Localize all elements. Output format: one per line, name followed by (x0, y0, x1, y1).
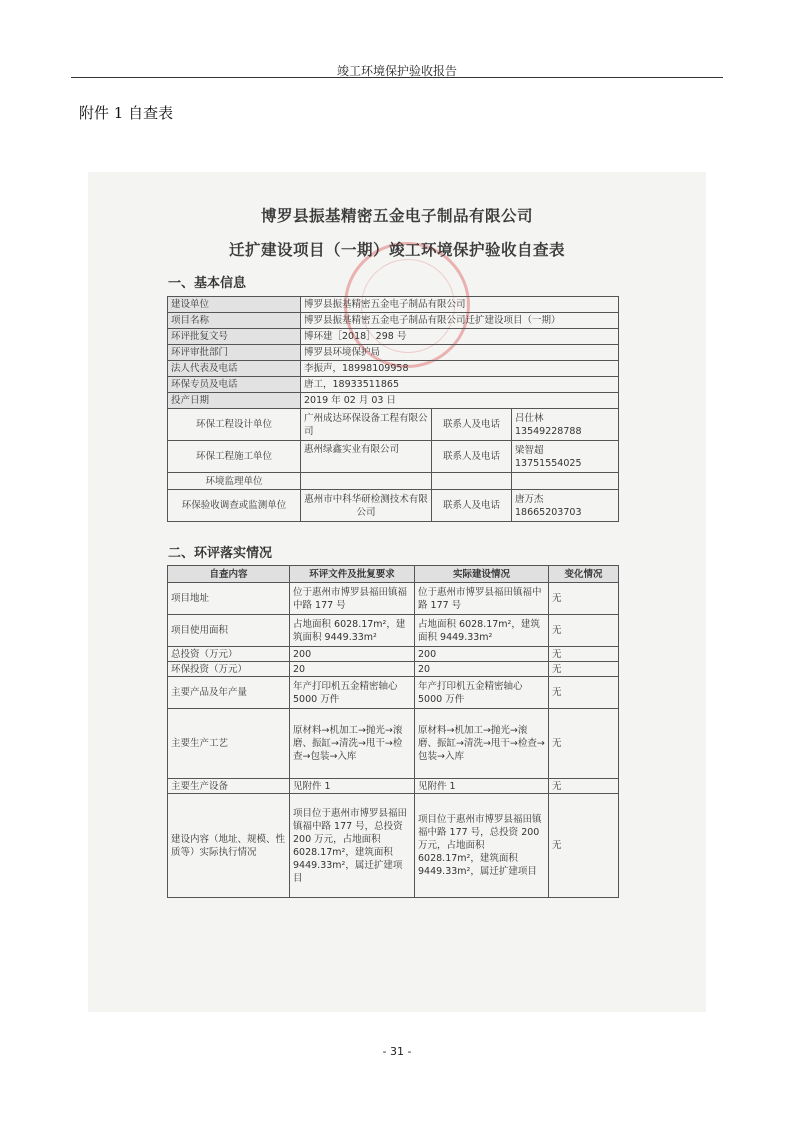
table-row (168, 794, 619, 898)
table-row (168, 297, 619, 313)
actual-cell: 年产打印机五金精密轴心 5000 万件 (415, 677, 549, 709)
table-row (168, 583, 619, 615)
table-row (168, 409, 619, 441)
requirement-cell: 项目位于惠州市博罗县福田镇福中路 177 号，总投资 200 万元，占地面积 6028.17m²，建筑面积 9449.33m²，属迁扩建项目 (290, 794, 415, 898)
table-row (168, 615, 619, 647)
requirement-cell: 年产打印机五金精密轴心 5000 万件 (290, 677, 415, 709)
scan-title-line2: 迁扩建设项目（一期）竣工环境保护验收自查表 (228, 240, 565, 259)
row-value: 2019 年 02 月 03 日 (301, 393, 619, 409)
row-value: 博环建［2018］298 号 (301, 329, 619, 345)
unit-value (301, 473, 432, 490)
requirement-cell: 见附件 1 (290, 779, 415, 794)
contact-label: 联系人及电话 (432, 409, 512, 441)
unit-label: 环保工程施工单位 (168, 441, 301, 473)
item-cell: 环保投资（万元） (168, 662, 290, 677)
contact-label: 联系人及电话 (432, 441, 512, 473)
requirement-cell: 原材料→机加工→抛光→滚磨、振缸→清洗→甩干→检查→包装→入库 (290, 709, 415, 779)
column-header: 变化情况 (549, 566, 619, 583)
table-row (168, 393, 619, 409)
section-eia: 二、环评落实情况 (168, 546, 273, 561)
item-cell: 总投资（万元） (168, 647, 290, 662)
item-cell: 主要产品及年产量 (168, 677, 290, 709)
row-label: 环保专员及电话 (168, 377, 301, 393)
change-cell: 无 (549, 615, 619, 647)
change-cell: 无 (549, 677, 619, 709)
page-number: - 31 - (382, 1045, 412, 1058)
change-cell: 无 (549, 647, 619, 662)
contact-info (512, 409, 619, 441)
table-row (168, 329, 619, 345)
table-row (168, 647, 619, 662)
row-label: 环评审批部门 (168, 345, 301, 361)
table-row (168, 779, 619, 794)
actual-cell: 占地面积 6028.17m²，建筑面积 9449.33m² (415, 615, 549, 647)
contact-phone: 13751554025 (515, 457, 582, 469)
requirement-cell: 20 (290, 662, 415, 677)
contact-label: 联系人及电话 (432, 490, 512, 522)
actual-cell: 20 (415, 662, 549, 677)
actual-cell: 见附件 1 (415, 779, 549, 794)
table-row (168, 709, 619, 779)
actual-cell: 原材料→机加工→抛光→滚磨、振缸→清洗→甩干→检查→包装→入库 (415, 709, 549, 779)
contact-name: 梁智超 (515, 444, 544, 456)
contact-name: 唐万杰 (515, 493, 544, 505)
row-label: 投产日期 (168, 393, 301, 409)
requirement-cell: 200 (290, 647, 415, 662)
item-cell: 建设内容（地址、规模、性质等）实际执行情况 (168, 794, 290, 898)
unit-label: 环保工程设计单位 (168, 409, 301, 441)
attachment-label: 附件 1 自查表 (79, 104, 174, 122)
table-row (168, 677, 619, 709)
row-label: 环评批复文号 (168, 329, 301, 345)
scanned-document (88, 172, 706, 1012)
table-header-row (168, 566, 619, 583)
column-header: 自查内容 (168, 566, 290, 583)
contact-info-empty (512, 473, 619, 490)
item-cell: 项目地址 (168, 583, 290, 615)
table-row (168, 473, 619, 490)
unit-value: 广州成达环保设备工程有限公司 (301, 409, 432, 441)
change-cell: 无 (549, 779, 619, 794)
table-row (168, 441, 619, 473)
contact-label-empty (432, 473, 512, 490)
column-header: 环评文件及批复要求 (290, 566, 415, 583)
table-row (168, 490, 619, 522)
row-label: 建设单位 (168, 297, 301, 313)
unit-label: 环境监理单位 (168, 473, 301, 490)
row-value: 李振声，18998109958 (301, 361, 619, 377)
change-cell: 无 (549, 794, 619, 898)
table-row (168, 377, 619, 393)
contact-phone: 18665203703 (515, 506, 582, 518)
actual-cell: 200 (415, 647, 549, 662)
basic-info-table (167, 296, 619, 522)
contact-info (512, 441, 619, 473)
row-label: 项目名称 (168, 313, 301, 329)
scan-title-line1: 博罗县振基精密五金电子制品有限公司 (260, 206, 533, 225)
item-cell: 主要生产工艺 (168, 709, 290, 779)
table-row (168, 361, 619, 377)
item-cell: 项目使用面积 (168, 615, 290, 647)
contact-name: 吕仕林 (515, 412, 544, 424)
unit-value: 惠州绿鑫实业有限公司 (301, 441, 432, 473)
page-header-title: 竣工环境保护验收报告 (336, 64, 457, 78)
section-basic-info: 一、基本信息 (168, 276, 247, 291)
requirement-cell: 位于惠州市博罗县福田镇福中路 177 号 (290, 583, 415, 615)
eia-table (167, 565, 619, 898)
actual-cell: 项目位于惠州市博罗县福田镇福中路 177 号，总投资 200 万元，占地面积 6028.17m²，建筑面积 9449.33m²，属迁扩建项目 (415, 794, 549, 898)
row-label: 法人代表及电话 (168, 361, 301, 377)
header-rule (71, 77, 723, 78)
table-row (168, 313, 619, 329)
change-cell: 无 (549, 709, 619, 779)
contact-info (512, 490, 619, 522)
requirement-cell: 占地面积 6028.17m²，建筑面积 9449.33m² (290, 615, 415, 647)
contact-phone: 13549228788 (515, 425, 582, 437)
item-cell: 主要生产设备 (168, 779, 290, 794)
unit-value: 惠州市中科华研检测技术有限公司 (301, 490, 432, 522)
table-row (168, 662, 619, 677)
row-value: 博罗县环境保护局 (301, 345, 619, 361)
unit-label: 环保验收调查或监测单位 (168, 490, 301, 522)
row-value: 博罗县振基精密五金电子制品有限公司 (301, 297, 619, 313)
change-cell: 无 (549, 583, 619, 615)
actual-cell: 位于惠州市博罗县福田镇福中路 177 号 (415, 583, 549, 615)
column-header: 实际建设情况 (415, 566, 549, 583)
row-value: 博罗县振基精密五金电子制品有限公司迁扩建设项目（一期） (301, 313, 619, 329)
table-row (168, 345, 619, 361)
row-value: 唐工，18933511865 (301, 377, 619, 393)
change-cell: 无 (549, 662, 619, 677)
